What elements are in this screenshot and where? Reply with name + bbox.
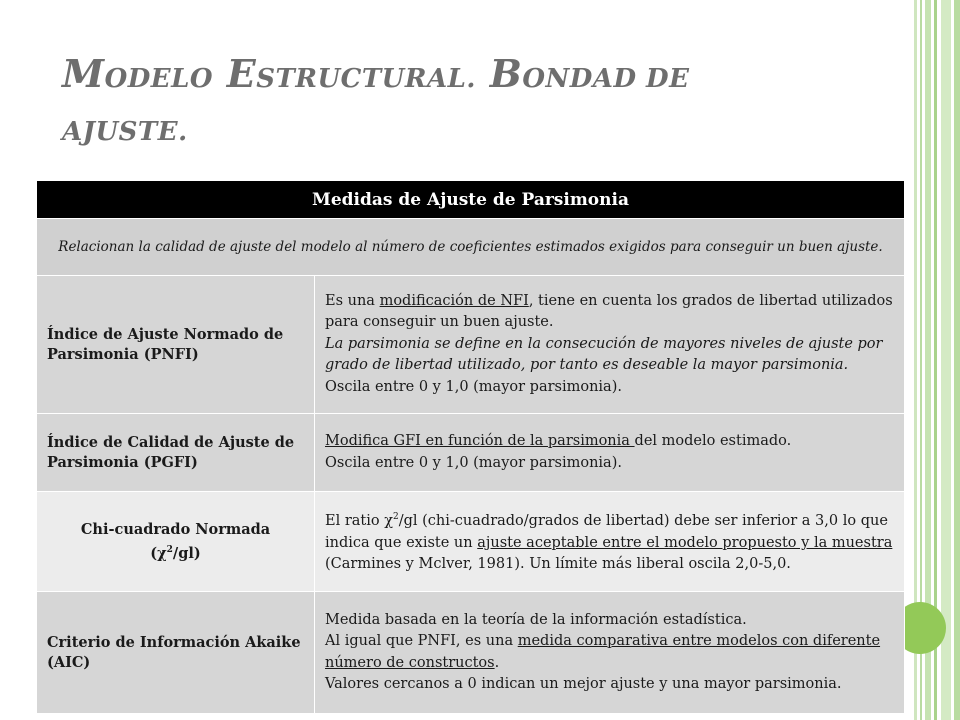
- row-label: Chi-cuadrado Normada $(\chi^2/gl)$: [37, 492, 315, 592]
- table-row: [37, 414, 905, 492]
- row-label: Criterio de Información Akaike (AIC): [37, 592, 315, 714]
- table-intro-row: [37, 219, 905, 276]
- row-description: Medida basada en la teoría de la información estadística. Al igual que PNFI, es una medida comparativa entre modelos con diferente número de constructos. Valores cercanos a 0 indican un mejor ajuste y una mayor parsimonia.: [315, 592, 905, 714]
- row-description: Modifica GFI en función de la parsimonia del modelo estimado. Oscila entre 0 y 1,0 (mayor parsimonia).: [315, 414, 905, 492]
- table-row: [37, 276, 905, 414]
- table-intro: Relacionan la calidad de ajuste del modelo al número de coeficientes estimados exigidos para conseguir un buen ajuste.: [37, 219, 905, 276]
- row-description: Es una modificación de NFI, tiene en cuenta los grados de libertad utilizados para conseguir un buen ajuste. La parsimonia se define en la consecución de mayores niveles de ajuste por grado de libertad utilizado, por tanto es deseable la mayor parsimonia. Oscila entre 0 y 1,0 (mayor parsimonia).: [315, 276, 905, 414]
- slide-title: MODELO ESTRUCTURAL. BONDAD DE AJUSTE.: [62, 51, 690, 147]
- row-description: El ratio $\chi^2/gl$ (chi-cuadrado/grados de libertad) debe ser inferior a 3,0 lo que indica que existe un ajuste aceptable entre el modelo propuesto y la muestra (Carmines y Mclver, 1981). Un límite más liberal oscila 2,0-5,0.: [315, 492, 905, 592]
- row-label: Índice de Calidad de Ajuste de Parsimonia (PGFI): [37, 414, 315, 492]
- table-row: [37, 492, 905, 592]
- table-header-row: [37, 181, 905, 219]
- table-row: [37, 592, 905, 714]
- table-header: Medidas de Ajuste de Parsimonia: [37, 181, 905, 219]
- fit-measures-table: [36, 180, 905, 714]
- row-label: Índice de Ajuste Normado de Parsimonia (PNFI): [37, 276, 315, 414]
